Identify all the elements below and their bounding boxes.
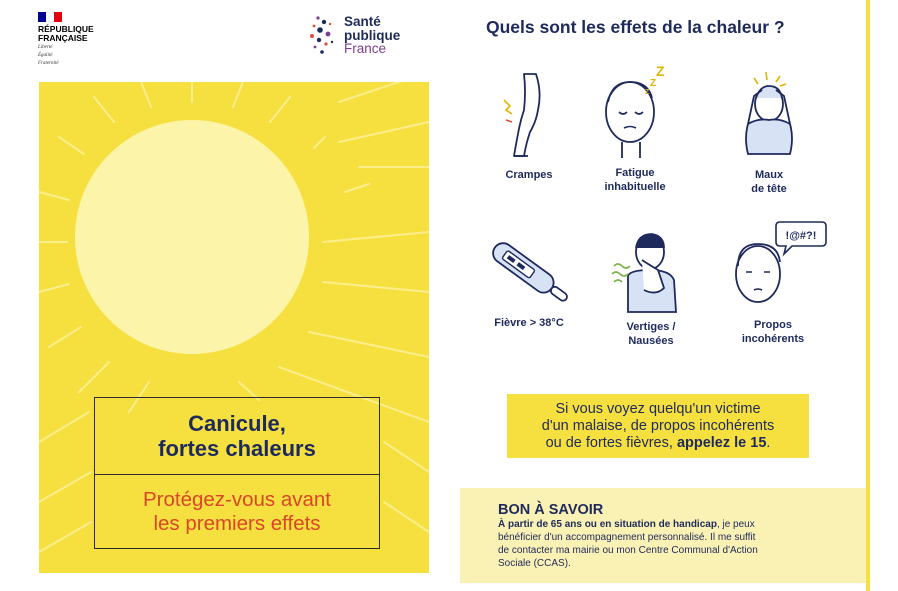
republique-line1: RÉPUBLIQUE — [38, 24, 94, 34]
effect-label-propos-1: Propos — [754, 319, 792, 331]
effect-label-fatigue-1: Fatigue — [615, 167, 655, 179]
sante-publique-france-logo — [310, 12, 420, 64]
effect-label-vertiges-2: Nausées — [628, 335, 674, 347]
gtk-bold-intro: À partir de 65 ans ou en situation de handicap — [498, 519, 717, 530]
spf-line1: Santé — [344, 14, 381, 29]
effect-label-vertiges-1: Vertiges / — [626, 321, 676, 333]
thermometer-icon — [479, 232, 579, 310]
warning-line2: d'un malaise, de propos incohérents — [541, 417, 775, 434]
spf-dots-icon — [310, 12, 342, 60]
motto-fraternite: Fraternité — [38, 61, 59, 66]
warning-line3-pre: ou de fortes fièvres, — [545, 434, 677, 451]
gtk-line2: bénéficier d'un accompagnement personnalisé. Il me suffit — [498, 532, 756, 543]
effect-label-maux-1: Maux — [754, 169, 784, 181]
call-15-emphasis: appelez le 15 — [676, 434, 767, 451]
sleep-z-mid: Z — [650, 78, 657, 89]
poster-title-line2: fortes chaleurs — [158, 436, 316, 461]
dizzy-nausea-icon — [606, 226, 696, 316]
call-15-warning — [507, 394, 809, 458]
effect-label-maux-2: de tête — [751, 183, 787, 195]
effect-label-fatigue-2: inhabituelle — [604, 181, 666, 193]
effect-propos — [718, 218, 828, 346]
sun-disc — [75, 120, 309, 354]
good-to-know-section — [460, 488, 866, 583]
good-to-know-title: BON À SAVOIR — [498, 502, 604, 518]
speech-bubble-text: !@#?! — [785, 230, 817, 242]
spf-line2: publique — [344, 27, 401, 43]
effect-label-fievre: Fièvre > 38°C — [494, 317, 564, 329]
effect-label-crampes: Crampes — [505, 169, 553, 181]
republique-line2: FRANÇAISE — [38, 33, 88, 43]
effect-maux-de-tete — [714, 68, 824, 196]
poster-subtitle-line2: les premiers effets — [153, 511, 321, 535]
spf-line3: France — [344, 41, 387, 56]
effect-fatigue — [580, 62, 690, 194]
sleep-z-big: Z — [656, 63, 665, 79]
poster-subtitle-box — [94, 475, 380, 549]
effect-label-propos-2: incohérents — [741, 333, 805, 345]
tired-face-icon — [590, 62, 680, 162]
warning-line3 — [546, 435, 771, 452]
heatwave-poster — [38, 0, 430, 591]
poster-subtitle-line1: Protégez-vous avant — [142, 487, 332, 511]
good-to-know-body — [498, 518, 848, 570]
gtk-line1 — [498, 518, 848, 531]
headache-icon — [734, 68, 804, 164]
heat-effects-panel — [460, 0, 870, 591]
gtk-line1-rest: , je peux — [716, 519, 755, 530]
motto-egalite: Égalité — [38, 53, 53, 58]
warning-line1: Si vous voyez quelqu'un victime — [555, 400, 761, 417]
gtk-line4: Sociale (CCAS). — [498, 558, 571, 569]
motto-liberte: Liberté — [38, 45, 53, 50]
poster-cover — [39, 82, 429, 573]
french-flag-icon — [38, 12, 62, 22]
republique-francaise-logo — [38, 12, 108, 67]
effect-crampes — [474, 70, 584, 182]
yellow-edge — [866, 0, 870, 591]
effects-title: Quels sont les effets de la chaleur ? — [486, 17, 785, 37]
confused-speech-icon — [718, 218, 828, 316]
gtk-line3: de contacter ma mairie ou mon Centre Communal d'Action — [498, 545, 758, 556]
poster-title-box — [94, 397, 380, 475]
leg-cramp-icon — [494, 70, 564, 162]
effect-vertiges — [596, 226, 706, 348]
sleep-z-small: Z — [645, 89, 650, 96]
warning-line3-post: . — [766, 434, 771, 451]
effect-fievre — [474, 232, 584, 330]
poster-title-line1: Canicule, — [188, 411, 286, 436]
